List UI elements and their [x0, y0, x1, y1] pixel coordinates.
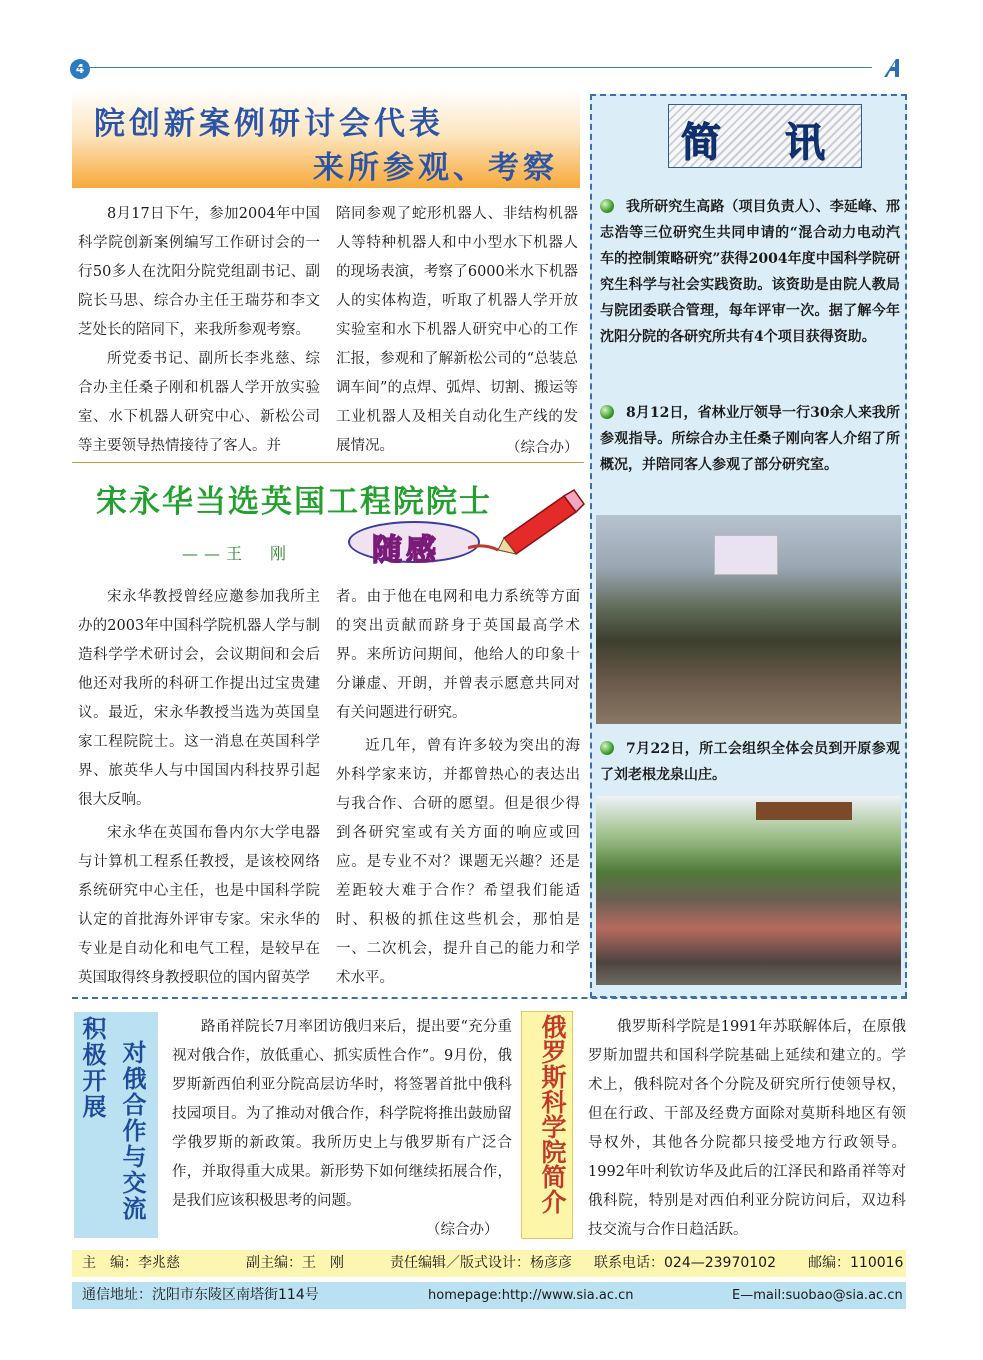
article2-col2-p2: 近几年，曾有许多较为突出的海外科学家来访，并都曾热心的表达出与我合作、合研的愿望。但是很少得到各研究室或有关方面的响应或回应。是专业不对？课题无兴趣？还是差距较大难于合作？希望我们能适时、积极的抓住这些机会，那怕是一、二次机会，提升自己的能力和学术水平。 — [336, 738, 580, 986]
footer-address: 通信地址：沈阳市东陵区南塔街114号 — [82, 1287, 319, 1303]
article2-author: ——王 刚 — [182, 544, 293, 563]
green-bullet-icon — [600, 741, 614, 755]
suigan-badge: 随感 — [348, 521, 480, 563]
footer-homepage[interactable]: homepage:http://www.sia.ac.cn — [428, 1288, 634, 1303]
brief-item-1: 我所研究生高路（项目负责人）、李延峰、邢志浩等三位研究生共同申请的“混合动力电动汽车的控制策略研究”获得2004年度中国科学院研究生科学与社会实践资助。该资助是由院人教局与院团委联合管理，每年评审一次。据了解今年沈阳分院的各研究所共有4个项目获得资助。 — [600, 199, 900, 345]
article4-body: 俄罗斯科学院是1991年苏联解体后，在原俄罗斯加盟共和国科学院基础上延续和建立的。学术上，俄科院对各个分院及研究所行使领导权，但在行政、干部及经费方面除对莫斯科地区有领导权外，其他各分院都只接受地方行政领导。1992年叶利钦访华及此后的江泽民和路甬祥等对俄科院，特别是对西伯利亚分院访问后，双边科技交流与合作日趋活跃。 — [588, 1019, 906, 1238]
article3-body: 路甬祥院长7月率团访俄归来后，提出要“充分重视对俄合作，放低重心、抓实质性合作”。9月份，俄罗斯新西伯利亚分院高层访华时，将签署首批中俄科技园项目。为了推动对俄合作，科学院将推出鼓励留学俄罗斯的新政策。我所历史上与俄罗斯有广泛合作，并取得重大成果。新形势下如何继续拓展合作，是我们应该积极思考的问题。 — [172, 1019, 512, 1209]
footer-editor: 主 编：李兆慈 — [82, 1255, 180, 1271]
article1-col1-p1: 8月17日下午，参加2004年中国科学院创新案例编写工作研讨会的一行50多人在沈阳分院党组副书记、副院长马思、综合办主任王瑞芬和李文芝处长的陪同下，来我所参观考察。 — [78, 206, 320, 338]
sia-logo-icon — [882, 57, 906, 79]
article3-credit: （综合办） — [426, 1222, 499, 1238]
article1-title-line2: 来所参观、考察 — [313, 150, 558, 186]
article1-title-line1: 院创新案例研讨会代表 — [94, 106, 444, 142]
briefs-title-char2: 讯 — [785, 119, 825, 166]
section-divider — [72, 997, 907, 999]
article1-col2-p1: 陪同参观了蛇形机器人、非结构机器人等特种机器人和中小型水下机器人的现场表演，考察了6000米水下机器人的实体构造，听取了机器人学开放实验室和水下机器人研究中心的工作汇报，参观和了解新松公司的“总装总调车间”的点焊、弧焊、切割、搬运等工业机器人及相关自动化生产线的发展情况。 — [336, 206, 578, 454]
footer-zip: 邮编：110016 — [808, 1255, 904, 1271]
footer-email[interactable]: E—mail:suobao@sia.ac.cn — [732, 1288, 903, 1303]
footer-phone: 联系电话：024—23970102 — [594, 1255, 776, 1271]
article2-col1 — [78, 583, 320, 993]
article4-title-box — [521, 1011, 573, 1239]
brief-item-2: 8月12日，省林业厅领导一行30余人来我所参观指导。所综合办主任桑子刚向客人介绍了所概况，并陪同客人参观了部分研究室。 — [600, 405, 900, 473]
article1-col1 — [78, 200, 320, 461]
article1-credit: （综合办） — [506, 440, 579, 456]
article2-col1-p1: 宋永华教授曾经应邀参加我所主办的2003年中国科学院机器人学与制造科学学术研讨会，会议期间和会后他还对我所的科研工作提出过宝贵建议。最近，宋永华教授当选为英国皇家工程院院士。这一消息在英国科学界、旅英华人与中国国内科技界引起很大反响。 — [78, 589, 320, 808]
article3-vtitle-a: 积极开展 — [78, 1016, 107, 1120]
green-bullet-icon — [600, 405, 614, 419]
footer-row-1 — [72, 1250, 906, 1277]
footer-row-2 — [72, 1282, 906, 1309]
header-rule — [72, 67, 872, 68]
page-number: 4 — [70, 59, 90, 79]
article2-col2 — [336, 583, 580, 993]
article3-vtitle-b: 对俄合作与交流 — [118, 1040, 147, 1222]
meeting-photo — [596, 515, 901, 724]
brief-item-3: 7月22日，所工会组织全体会员到开原参观了刘老根龙泉山庄。 — [600, 741, 900, 783]
article4-vtitle: 俄罗斯科学院简介 — [538, 1014, 567, 1214]
article1-col2 — [336, 200, 578, 461]
article2-col1-p2: 宋永华在英国布鲁内尔大学电器与计算机工程系任教授，是该校网络系统研究中心主任，也是中国科学院认定的首批海外评审专家。宋永华的专业是自动化和电气工程，是较早在英国取得终身教授职位的国内留英学 — [78, 825, 320, 986]
article2-title: 宋永华当选英国工程院院士 — [96, 484, 492, 520]
article2-col2-p1: 者。由于他在电网和电力系统等方面的突出贡献而跻身于英国最高学术界。来所访问期间，他给人的印象十分谦虚、开朗，并曾表示愿意共同对有关问题进行研究。 — [336, 589, 580, 721]
footer-layout: 责任编辑／版式设计：杨彦彦 — [390, 1255, 572, 1271]
briefs-title-box — [668, 104, 862, 168]
group-photo — [596, 796, 901, 985]
briefs-title-char1: 简 — [681, 119, 721, 166]
article1-col1-p2: 所党委书记、副所长李兆慈、综合办主任桑子刚和机器人学开放实验室、水下机器人研究中心、新松公司等主要领导热情接待了客人。并 — [78, 351, 320, 454]
article3-title-box — [74, 1012, 158, 1238]
pencil-icon — [468, 486, 586, 556]
footer-deputy: 副主编：王 刚 — [246, 1255, 344, 1271]
article-divider — [72, 462, 584, 463]
green-bullet-icon — [600, 199, 614, 213]
article1-headline — [72, 90, 580, 188]
